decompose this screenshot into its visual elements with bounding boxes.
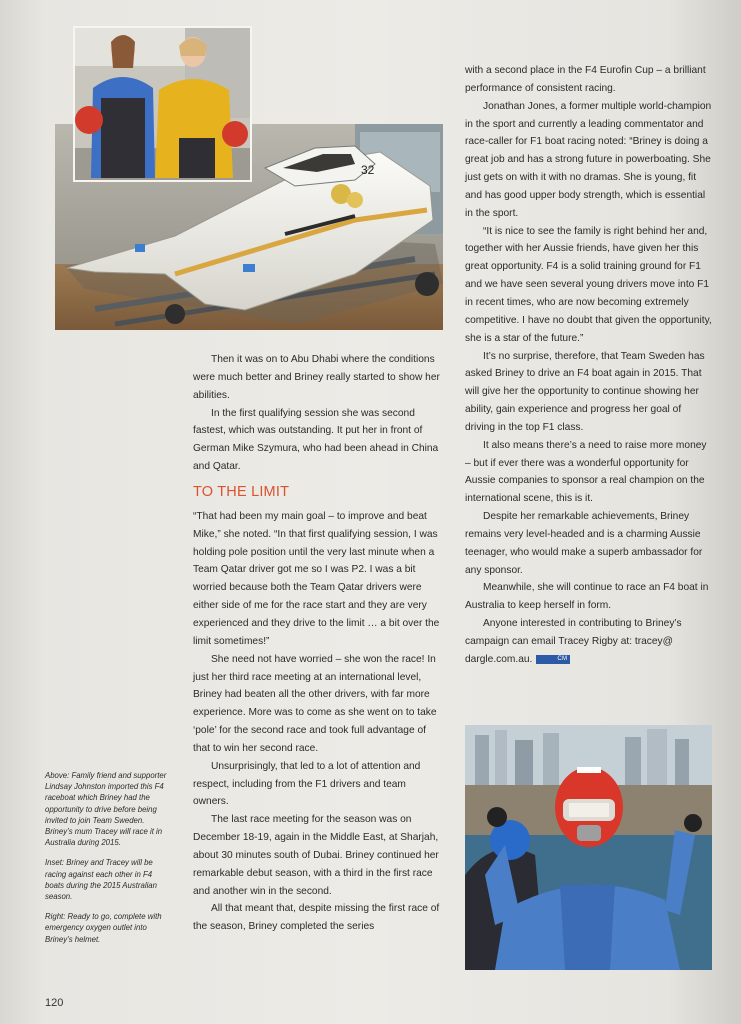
paragraph: She need not have worried – she won the race! In just her third race meeting at an international level, Briney had beaten all the other drivers, with far more experience. More was to come as she went on to take ‘pole’ for the second race and took full advantage of that to win her second race. xyxy=(193,653,437,754)
paragraph: It also means there’s a need to raise more money – but if ever there was a wonderful opportunity for Aussie companies to sponsor a real champion on the international scene, this is it. xyxy=(465,439,707,505)
inset-photo xyxy=(73,26,252,182)
paragraph: The last race meeting for the season was on December 18-19, again in the Middle East, at Sharjah, about 30 minutes south of Dubai. Briney continued her remarkable debut season, with a third in the first race and another win in the second. xyxy=(193,814,439,897)
svg-text:32: 32 xyxy=(361,163,375,177)
paragraph: Unsurprisingly, that led to a lot of attention and respect, including from the F1 drivers and team owners. xyxy=(193,760,421,808)
page-number: 120 xyxy=(45,997,64,1009)
end-mark: CM xyxy=(536,655,570,664)
paragraph: with a second place in the F4 Eurofin Cup – a brilliant performance of consistent racing. xyxy=(465,65,706,94)
paragraph: Despite her remarkable achievements, Briney remains very level-headed and is a charming Aussie teenager, who would make a superb ambassador for any sponsor. xyxy=(465,511,703,576)
paragraph: In the first qualifying session she was second fastest, which was outstanding. It put her in front of German Mike Szymura, who had been ahead in China and Qatar. xyxy=(193,407,439,473)
email-paragraph-text: Anyone interested in contributing to Briney’s campaign can email Tracey Rigby at: tracey@ dargle.com.au. xyxy=(465,618,682,665)
caption-right: Right: Ready to go, complete with emergency oxygen outlet into Briney’s helmet. xyxy=(45,912,162,944)
paragraph: Then it was on to Abu Dhabi where the conditions were much better and Briney really started to show her abilities. xyxy=(193,354,440,401)
paragraph: “That had been my main goal – to improve and beat Mike,” she noted. “In that first qualifying session, I was holding pole position until the very last minute when a Team Qatar driver got me so I was P2. I was a bit worried because both the Team Qatar drivers were either side of me for the race start and they are very experienced and they drive to the limit … a bit over the limit sometimes!” xyxy=(193,510,440,647)
paragraph: Jonathan Jones, a former multiple world-champion in the sport and currently a leading commentator and race-caller for F1 boat racing noted: “Briney is doing a great job and has a strong future in powerboating. She just gets on with it with no dramas. She is young, fit and has good upper body strength, which is essential in the sport. xyxy=(465,100,712,219)
paragraph: “It is nice to see the family is right behind her and, together with her Aussie friends, have given her this great opportunity. F4 is a solid training ground for F1 and we have seen several young drivers move into F1 in recent times, who are now becoming extremely competitive. I have no doubt that given the opportunity, she is a star of the future.” xyxy=(465,225,712,344)
paragraph: All that meant that, despite missing the first race of the season, Briney completed the series xyxy=(193,903,440,933)
driver-helmet-photo xyxy=(465,725,712,970)
paragraph: It’s no surprise, therefore, that Team Sweden has asked Briney to drive an F4 boat again in 2015. That will give her the opportunity to continue showing her ability, gain experience and progress her goal of driving in the top F1 class. xyxy=(465,350,705,433)
paragraph xyxy=(465,615,712,669)
left-column xyxy=(193,351,443,936)
caption-inset: Inset: Briney and Tracey will be racing against each other in F4 boats during the 2015 Australian season. xyxy=(45,858,157,902)
caption-above: Above: Family friend and supporter Lindsay Johnston imported this F4 raceboat which Briney had the opportunity to drive before being invited to join Team Sweden. Briney’s mum Tracey will race it in Australia during 2015. xyxy=(45,771,167,848)
section-heading: TO THE LIMIT xyxy=(193,483,290,500)
paragraph: Meanwhile, she will continue to race an F4 boat in Australia to keep herself in form. xyxy=(465,582,709,612)
right-column xyxy=(465,62,712,669)
photo-captions xyxy=(45,770,170,954)
